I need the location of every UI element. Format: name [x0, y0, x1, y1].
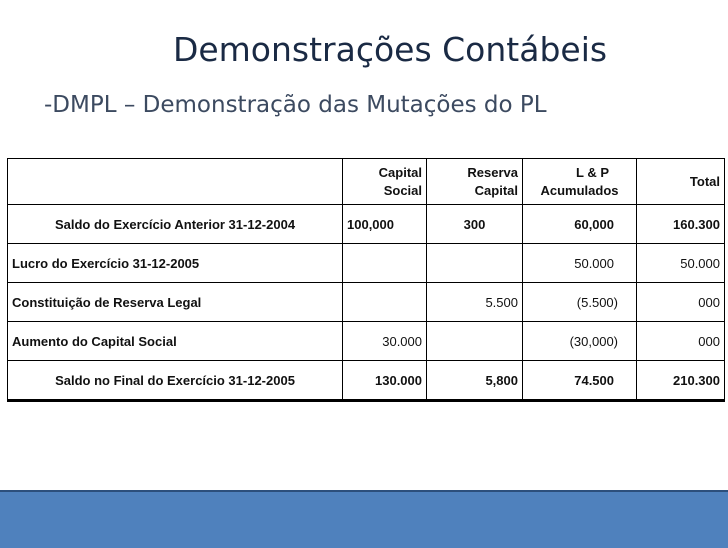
- cell-total: 210.300: [637, 361, 725, 401]
- row-label: Lucro do Exercício 31-12-2005: [8, 244, 343, 283]
- cell-capital: [343, 244, 427, 283]
- cell-lp: 74.500: [523, 361, 637, 401]
- table-row: [8, 244, 725, 283]
- row-label: Saldo no Final do Exercício 31-12-2005: [8, 361, 343, 401]
- header-reserva-capital: Reserva Capital: [427, 159, 523, 205]
- cell-reserva: [427, 244, 523, 283]
- table-row: [8, 361, 725, 401]
- cell-capital: 100,000: [343, 205, 427, 244]
- cell-total: 000: [637, 283, 725, 322]
- cell-reserva: 5,800: [427, 361, 523, 401]
- table-row: [8, 205, 725, 244]
- row-label: Aumento do Capital Social: [8, 322, 343, 361]
- cell-capital: 130.000: [343, 361, 427, 401]
- cell-total: 000: [637, 322, 725, 361]
- cell-lp: 60,000: [523, 205, 637, 244]
- table-row: [8, 322, 725, 361]
- cell-total: 50.000: [637, 244, 725, 283]
- header-empty-cell: [8, 159, 343, 205]
- cell-reserva: 300: [427, 205, 523, 244]
- slide-subtitle: -DMPL – Demonstração das Mutações do PL: [44, 92, 547, 118]
- cell-reserva: [427, 322, 523, 361]
- table-header-row: [8, 159, 725, 205]
- header-total: Total: [637, 159, 725, 205]
- dmpl-table: [7, 158, 725, 402]
- cell-lp: (5.500): [523, 283, 637, 322]
- cell-lp: 50.000: [523, 244, 637, 283]
- cell-lp: (30,000): [523, 322, 637, 361]
- slide-title: Demonstrações Contábeis: [172, 30, 608, 69]
- cell-capital: 30.000: [343, 322, 427, 361]
- row-label: Constituição de Reserva Legal: [8, 283, 343, 322]
- footer-bar: [0, 490, 728, 548]
- cell-total: 160.300: [637, 205, 725, 244]
- header-lp-acumulados: L & P Acumulados: [523, 159, 637, 205]
- cell-reserva: 5.500: [427, 283, 523, 322]
- row-label: Saldo do Exercício Anterior 31-12-2004: [8, 205, 343, 244]
- cell-capital: [343, 283, 427, 322]
- table-row: [8, 283, 725, 322]
- header-capital-social: Capital Social: [343, 159, 427, 205]
